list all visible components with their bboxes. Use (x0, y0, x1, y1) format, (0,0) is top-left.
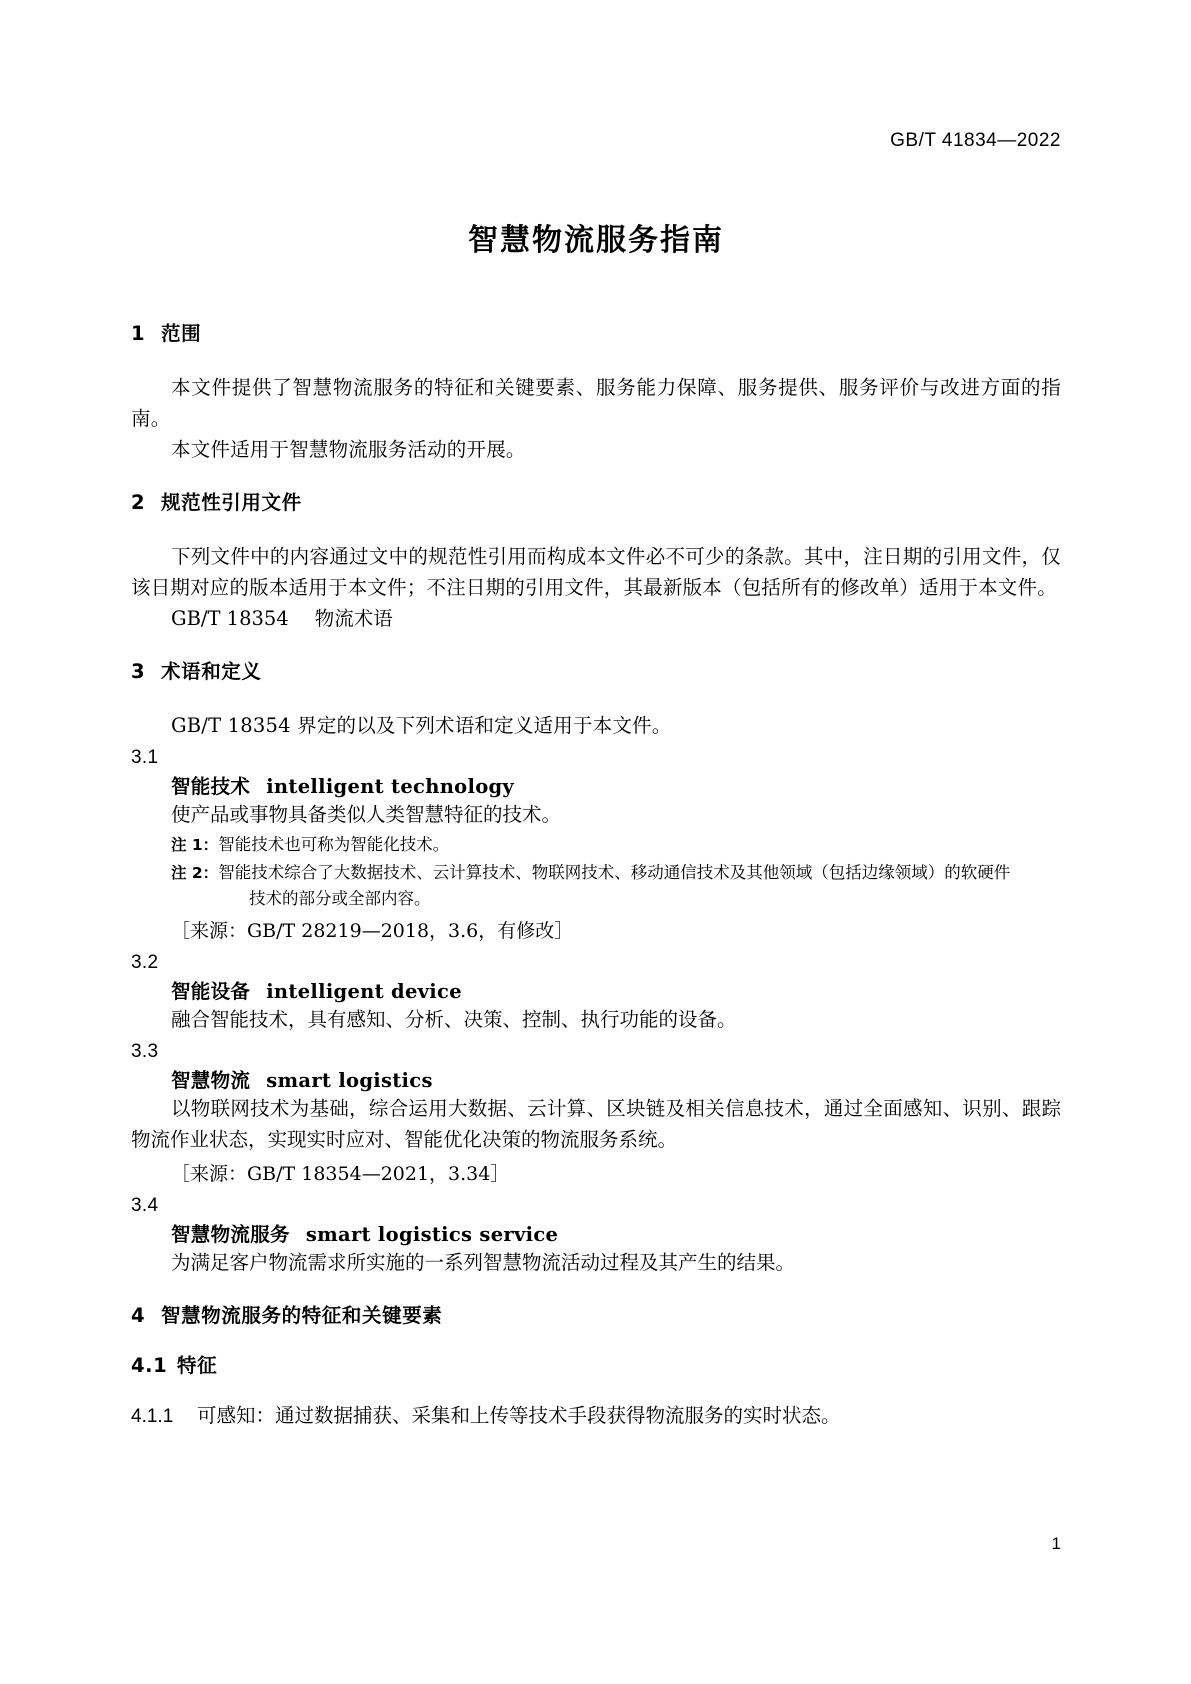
term-3-1-name-cn: 智能技术 (171, 775, 251, 798)
term-3-1-name-en: intelligent technology (266, 775, 515, 798)
clause-1-paragraph-1: 本文件提供了智慧物流服务的特征和关键要素、服务能力保障、服务提供、服务评价与改进方面的指南。 (131, 376, 1061, 430)
term-3-1-note-2 (131, 860, 1061, 886)
clause-3-lead: GB/T 18354 界定的以及下列术语和定义适用于本文件。 (171, 714, 672, 737)
term-3-3-definition: 以物联网技术为基础，综合运用大数据、云计算、区块链及相关信息技术，通过全面感知、识别、跟踪物流作业状态，实现实时应对、智能优化决策的物流服务系统。 (131, 1097, 1061, 1151)
clause-4-1-1-text: 可感知：通过数据捕获、采集和上传等技术手段获得物流服务的实时状态。 (197, 1404, 841, 1427)
normative-reference-entry (131, 603, 1061, 634)
clause-2-title: 规范性引用文件 (161, 491, 302, 514)
term-3-1-definition: 使产品或事物具备类似人类智慧特征的技术。 (171, 803, 562, 826)
clause-2-heading (131, 487, 1061, 515)
clause-4-1-heading (131, 1350, 1061, 1378)
clause-4-1-title: 特征 (177, 1354, 218, 1377)
page-number: 1 (1051, 1534, 1061, 1553)
term-3-1-note-2-label: 注 2： (171, 864, 219, 882)
term-3-1-note-1-label: 注 1： (171, 836, 219, 854)
clause-4-heading (131, 1300, 1061, 1328)
term-3-1-note-2-continuation: 技术的部分或全部内容。 (249, 889, 431, 908)
term-3-2-name-cn: 智能设备 (171, 980, 251, 1003)
clause-1-number: 1 (131, 322, 146, 345)
normative-reference-name: 物流术语 (314, 607, 393, 630)
term-3-1-source: ［来源：GB/T 28219—2018，3.6，有修改］ (171, 920, 574, 942)
clause-1 (131, 318, 1061, 465)
term-3-2-number: 3.2 (131, 952, 159, 973)
term-3-1-heading (131, 771, 1061, 799)
page-title: 智慧物流服务指南 (468, 223, 724, 258)
term-3-1-note-1-text: 智能技术也可称为智能化技术。 (218, 835, 450, 854)
term-3-3-number: 3.3 (131, 1041, 159, 1062)
term-3-1-note-2-text: 智能技术综合了大数据技术、云计算技术、物联网技术、移动通信技术及其他领域（包括边缘领域）的软硬件 (218, 863, 1011, 882)
clause-3-heading (131, 656, 1061, 684)
term-3-2-name-en: intelligent device (266, 980, 462, 1003)
clause-1-paragraph-2: 本文件适用于智慧物流服务活动的开展。 (171, 438, 526, 461)
term-3-4-name-cn: 智慧物流服务 (171, 1223, 290, 1246)
clause-1-heading (131, 318, 1061, 346)
term-3-1-note-1 (131, 832, 1061, 858)
term-3-4-definition: 为满足客户物流需求所实施的一系列智慧物流活动过程及其产生的结果。 (171, 1251, 796, 1274)
clause-2-paragraph-1: 下列文件中的内容通过文中的规范性引用而构成本文件必不可少的条款。其中，注日期的引用文件，仅该日期对应的版本适用于本文件；不注日期的引用文件，其最新版本（包括所有的修改单）适用于本文件。 (131, 545, 1061, 599)
document-body (131, 296, 1061, 1432)
normative-reference-id: GB/T 18354 (171, 607, 289, 630)
term-3-3-name-cn: 智慧物流 (171, 1069, 251, 1092)
clause-4-1-number: 4.1 (131, 1354, 168, 1377)
term-3-3-heading (131, 1065, 1061, 1093)
clause-4-1-1-item (131, 1400, 1061, 1432)
term-3-2-heading (131, 976, 1061, 1004)
clause-4 (131, 1300, 1061, 1432)
clause-3 (131, 656, 1061, 1278)
term-3-1-number: 3.1 (131, 747, 159, 768)
clause-4-1-1-number: 4.1.1 (131, 1406, 174, 1427)
term-3-4-number: 3.4 (131, 1195, 159, 1216)
term-3-3-name-en: smart logistics (266, 1069, 433, 1092)
term-3-2-definition: 融合智能技术，具有感知、分析、决策、控制、执行功能的设备。 (171, 1008, 737, 1031)
clause-4-number: 4 (131, 1304, 146, 1327)
clause-4-title: 智慧物流服务的特征和关键要素 (161, 1304, 443, 1327)
term-3-3-source: ［来源：GB/T 18354—2021，3.34］ (171, 1163, 510, 1185)
page-header-standard-id: GB/T 41834—2022 (890, 130, 1061, 151)
clause-3-number: 3 (131, 660, 146, 683)
term-3-4-heading (131, 1219, 1061, 1247)
clause-3-title: 术语和定义 (161, 660, 262, 683)
clause-1-title: 范围 (161, 322, 202, 345)
clause-2-number: 2 (131, 491, 146, 514)
term-3-4-name-en: smart logistics service (305, 1223, 559, 1246)
clause-2 (131, 487, 1061, 634)
page-content (131, 0, 1061, 1684)
